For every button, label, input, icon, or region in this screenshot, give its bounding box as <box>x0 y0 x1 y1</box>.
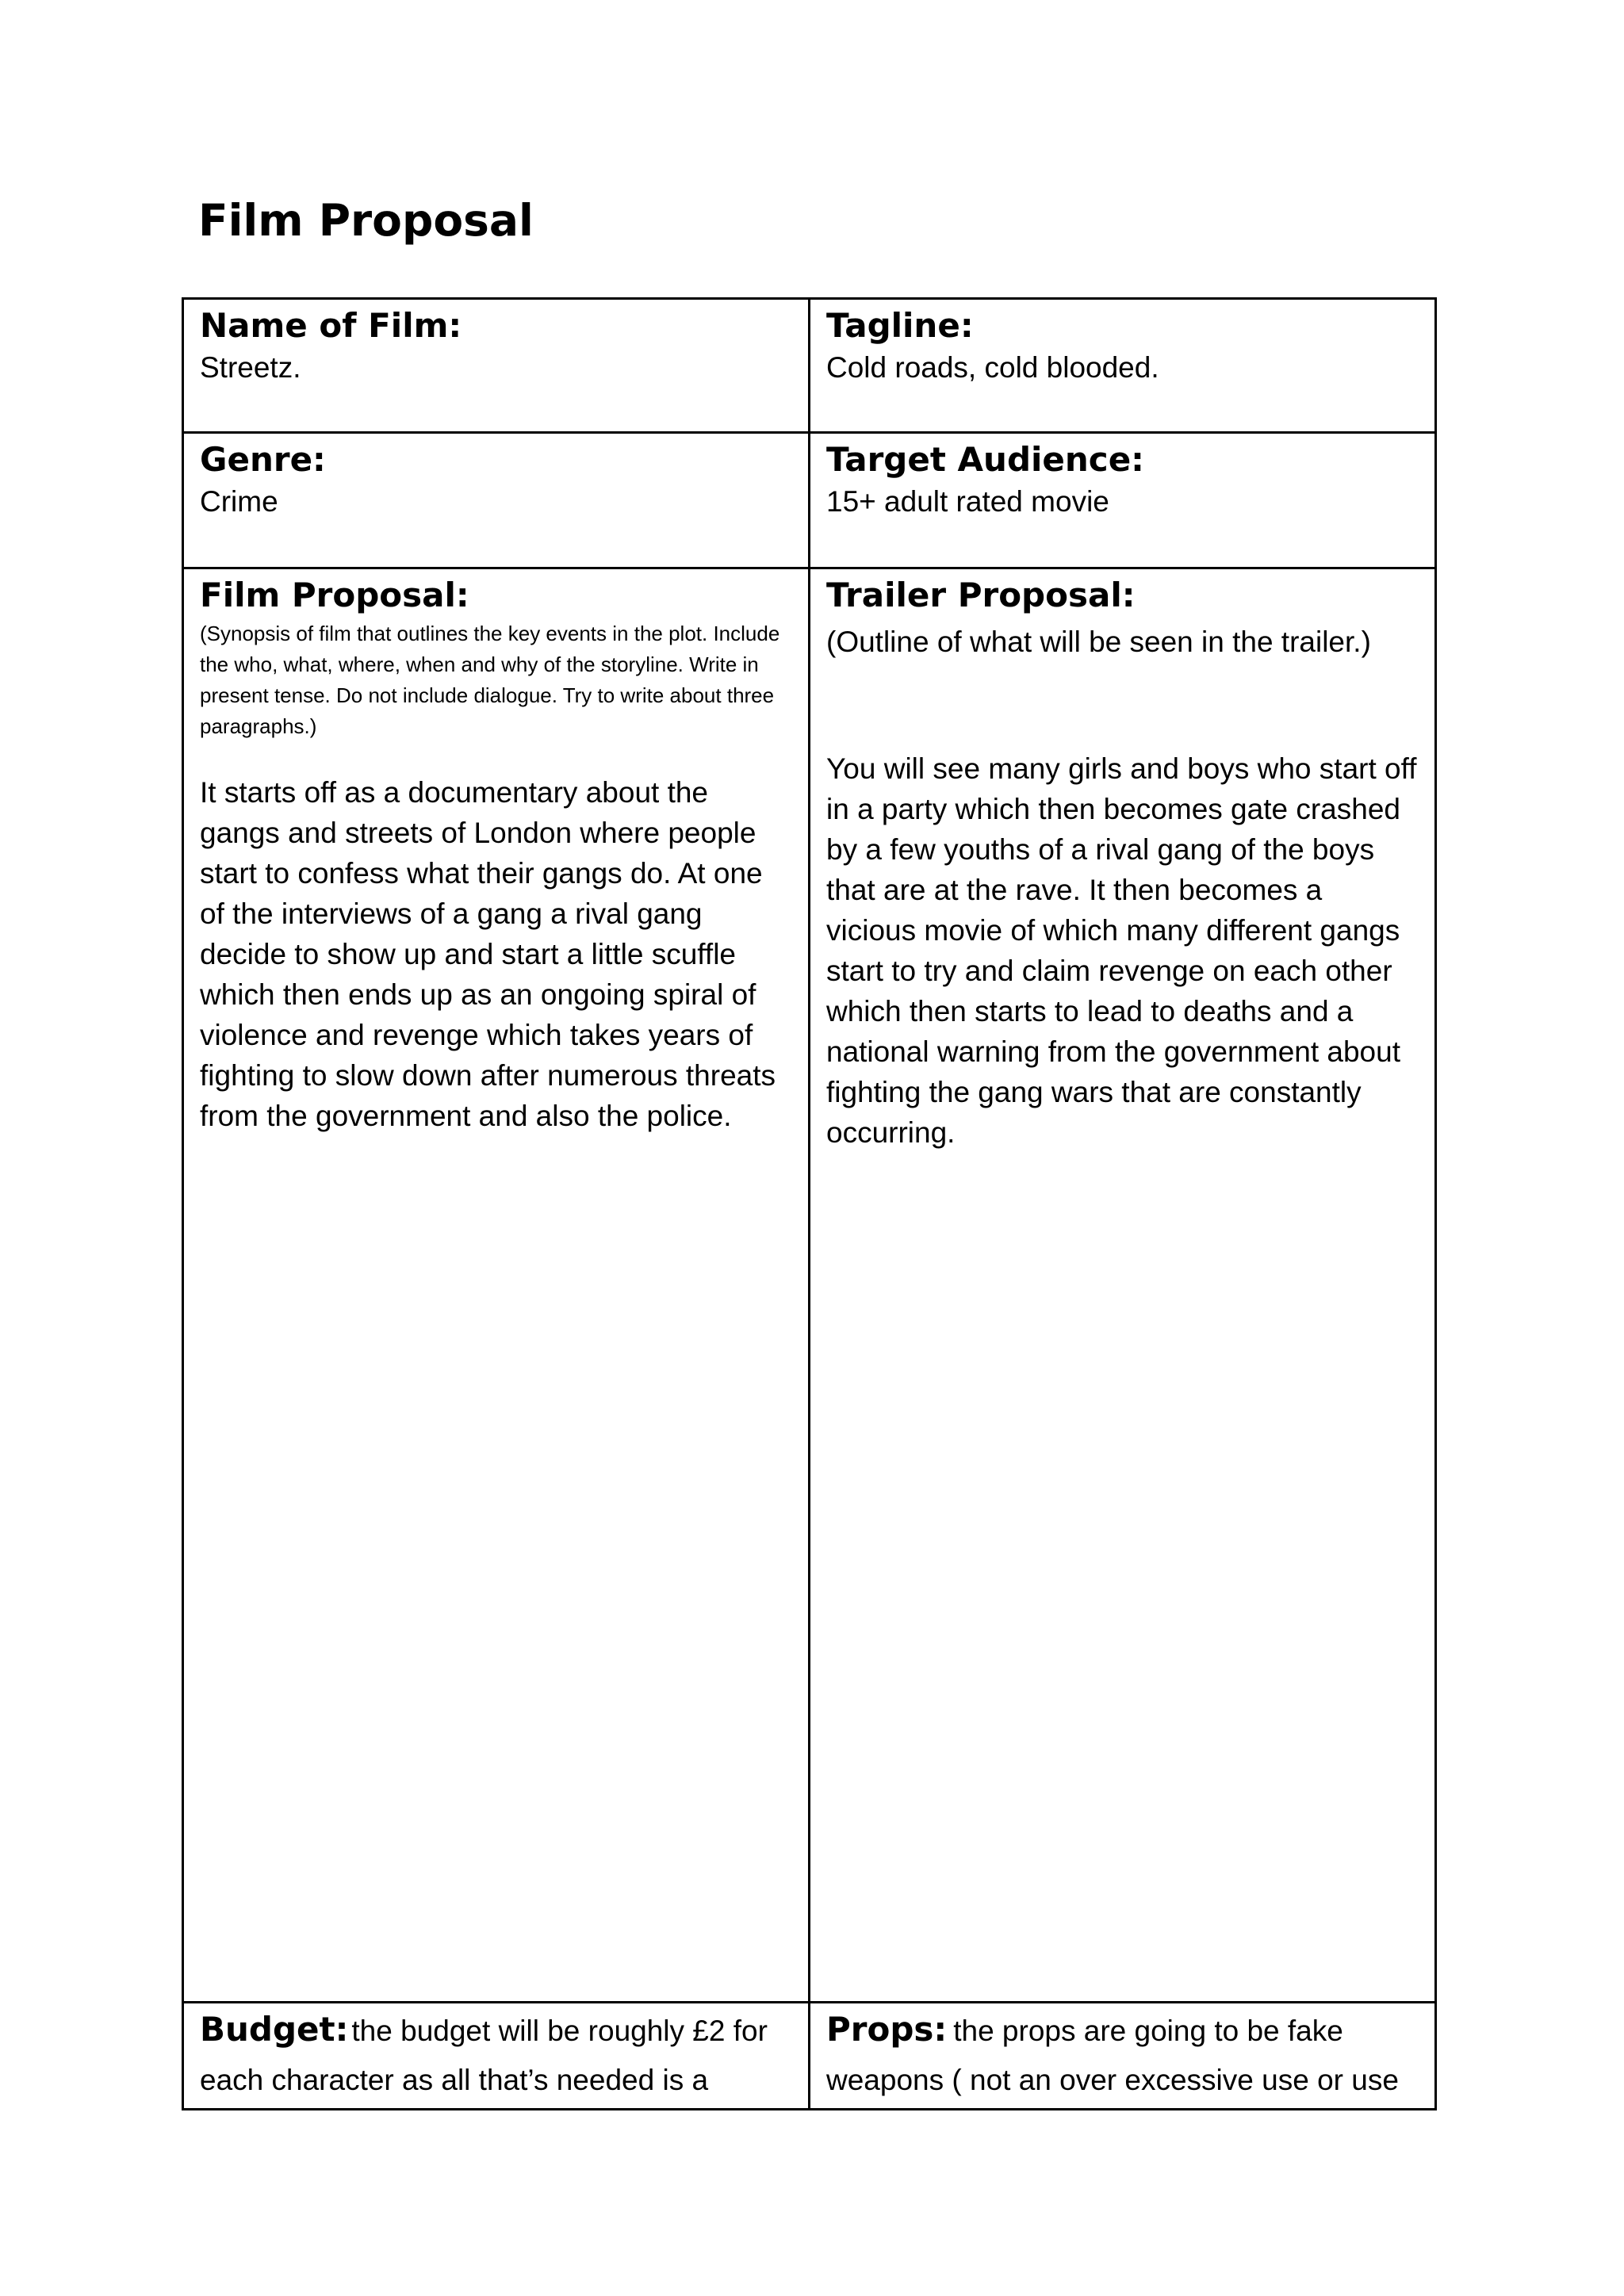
props-content <box>826 2008 1417 2108</box>
proposal-table <box>182 297 1437 2110</box>
table-row <box>183 433 1436 568</box>
table-row <box>183 2003 1436 2110</box>
table-row <box>183 568 1436 2003</box>
page-title: Film Proposal <box>198 195 534 246</box>
film-proposal-label: Film Proposal: <box>200 576 469 614</box>
name-of-film-cell <box>183 299 810 433</box>
budget-text: the budget will be roughly £2 for each character as all that’s needed is a <box>200 2015 768 2096</box>
trailer-proposal-label: Trailer Proposal: <box>826 576 1136 614</box>
tagline-label: Tagline: <box>826 306 974 345</box>
tagline-value: Cold roads, cold blooded. <box>826 351 1159 384</box>
trailer-proposal-cell <box>810 568 1436 2003</box>
props-text: the props are going to be fake weapons ( not an over excessive use or use <box>826 2015 1399 2096</box>
budget-content <box>200 2008 791 2108</box>
target-audience-label: Target Audience: <box>826 440 1144 479</box>
props-label: Props: <box>826 2010 948 2049</box>
tagline-cell <box>810 299 1436 433</box>
props-cell <box>810 2003 1436 2110</box>
trailer-proposal-instructions: (Outline of what will be seen in the trailer.) <box>826 626 1371 658</box>
film-proposal-instructions: (Synopsis of film that outlines the key events in the plot. Include the who, what, where, when and why of the storyline. Write in present tense. Do not include dialogue. Try to write about three paragraphs.) <box>200 622 780 738</box>
target-audience-value: 15+ adult rated movie <box>826 485 1109 518</box>
table-row <box>183 299 1436 433</box>
genre-value: Crime <box>200 485 278 518</box>
genre-cell <box>183 433 810 568</box>
budget-cell <box>183 2003 810 2110</box>
target-audience-cell <box>810 433 1436 568</box>
name-of-film-label: Name of Film: <box>200 306 462 345</box>
film-proposal-cell <box>183 568 810 2003</box>
trailer-proposal-text: You will see many girls and boys who start off in a party which then becomes gate crashed by a few youths of a rival gang of the boys that are at the rave. It then becomes a vicious movie of which many different gangs start to try and claim revenge on each other which then starts to lead to deaths and a national warning from the government about fighting the gang wars that are constantly occurring. <box>826 752 1417 1149</box>
film-proposal-text: It starts off as a documentary about the gangs and streets of London where people start to confess what their gangs do. At one of the interviews of a gang a rival gang decide to show up and start a little scuffle which then ends up as an ongoing spiral of violence and revenge which takes years of fighting to slow down after numerous threats from the government and also the police. <box>200 776 776 1132</box>
genre-label: Genre: <box>200 440 326 479</box>
budget-label: Budget: <box>200 2010 349 2049</box>
name-of-film-value: Streetz. <box>200 351 301 384</box>
